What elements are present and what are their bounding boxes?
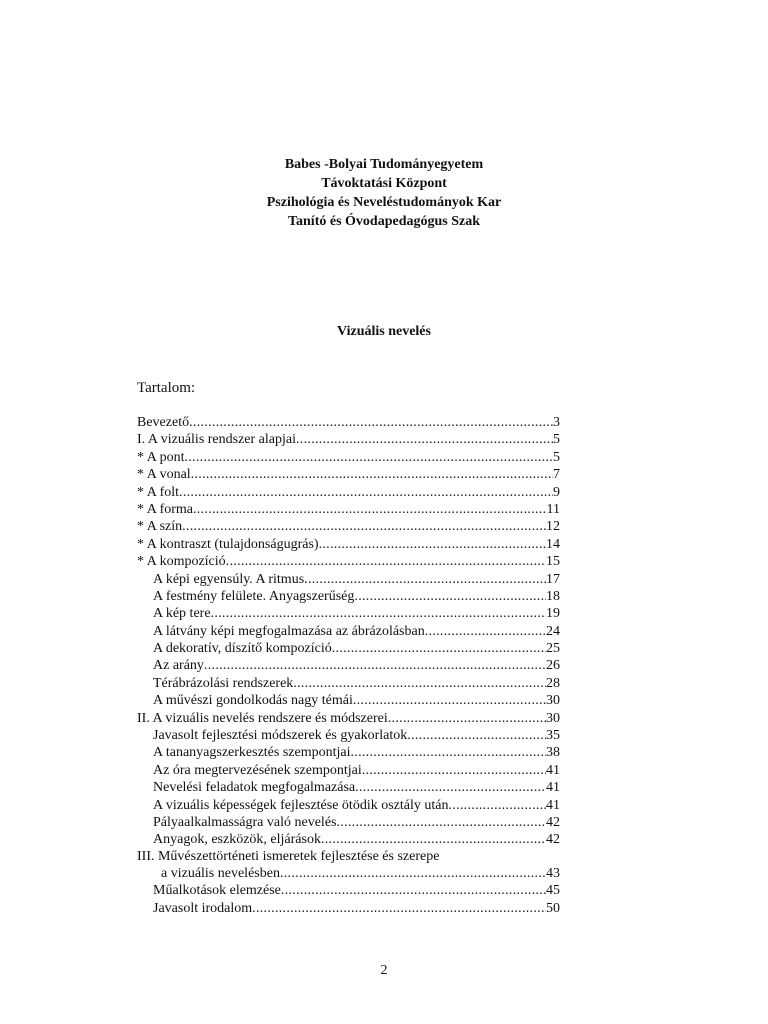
toc-leader-dots xyxy=(332,640,546,657)
toc-entry[interactable] xyxy=(137,536,560,553)
toc-leader-dots xyxy=(350,744,546,761)
table-of-contents xyxy=(137,414,560,917)
toc-entry[interactable] xyxy=(137,466,560,483)
toc-entry[interactable] xyxy=(137,692,560,709)
toc-leader-dots xyxy=(281,882,546,899)
toc-leader-dots xyxy=(319,536,546,553)
toc-entry-title: Bevezető xyxy=(137,415,190,430)
toc-entry[interactable] xyxy=(137,900,560,917)
toc-entry-title: A tananyagszerkesztés szempontjai xyxy=(153,745,351,761)
toc-entry-page: 11 xyxy=(546,501,560,517)
toc-entry-page: 28 xyxy=(546,675,560,691)
toc-entry-page: 50 xyxy=(546,900,560,916)
toc-leader-dots xyxy=(226,553,546,570)
toc-entry[interactable] xyxy=(137,484,560,501)
toc-entry[interactable] xyxy=(137,675,560,692)
toc-leader-dots xyxy=(425,623,546,640)
toc-entry[interactable] xyxy=(137,779,560,796)
toc-entry-title: * A folt xyxy=(137,484,180,500)
toc-leader-dots xyxy=(336,814,546,831)
toc-leader-dots xyxy=(362,762,546,779)
toc-entry-title: III. Művészettörténeti ismeretek fejlesztése és szerepe xyxy=(137,848,440,864)
header-line-center: Távoktatási Központ xyxy=(321,176,447,191)
toc-heading: Tartalom: xyxy=(137,380,196,396)
toc-entry-title: II. A vizuális nevelés rendszere és módszerei xyxy=(137,710,388,726)
toc-entry-title: Pályaalkalmasságra való nevelés xyxy=(153,814,337,830)
toc-entry-page: 38 xyxy=(546,745,560,761)
toc-entry[interactable] xyxy=(137,814,560,831)
toc-leader-dots xyxy=(448,797,546,814)
toc-entry-page: 30 xyxy=(546,693,560,709)
toc-entry-page: 17 xyxy=(546,571,560,587)
toc-entry-title: Javasolt irodalom xyxy=(153,900,253,916)
header-line-faculty: Pszihológia és Neveléstudományok Kar xyxy=(266,195,502,210)
toc-entry-title: I. A vizuális rendszer alapjai xyxy=(137,432,296,448)
toc-entry[interactable] xyxy=(137,849,560,865)
toc-entry-page: 35 xyxy=(546,728,560,744)
toc-entry[interactable] xyxy=(137,449,560,466)
toc-entry[interactable] xyxy=(137,831,560,848)
page-number: 2 xyxy=(380,963,388,978)
toc-leader-dots xyxy=(304,571,546,588)
toc-leader-dots xyxy=(388,710,546,727)
toc-entry[interactable] xyxy=(137,588,560,605)
toc-entry-page: 19 xyxy=(546,606,560,622)
toc-leader-dots xyxy=(407,727,546,744)
toc-entry[interactable] xyxy=(137,865,560,882)
toc-entry[interactable] xyxy=(137,553,560,570)
toc-entry-page: 42 xyxy=(546,814,560,830)
toc-entry[interactable] xyxy=(137,657,560,674)
toc-entry-page: 5 xyxy=(553,432,560,448)
toc-entry-title: Műalkotások elemzése xyxy=(153,883,281,899)
toc-entry-page: 15 xyxy=(546,554,560,570)
toc-leader-dots xyxy=(191,466,553,483)
toc-leader-dots xyxy=(293,675,546,692)
toc-entry-page: 12 xyxy=(546,519,560,535)
toc-entry[interactable] xyxy=(137,797,560,814)
toc-entry-title: * A kontraszt (tulajdonságugrás) xyxy=(137,536,319,552)
toc-leader-dots xyxy=(184,449,553,466)
toc-entry[interactable] xyxy=(137,762,560,779)
toc-entry[interactable] xyxy=(137,727,560,744)
toc-entry-page: 45 xyxy=(546,883,560,899)
toc-entry[interactable] xyxy=(137,414,560,431)
toc-entry-page: 3 xyxy=(553,415,560,430)
toc-entry-page: 5 xyxy=(553,449,560,465)
toc-entry-title: Javasolt fejlesztési módszerek és gyakorlatok xyxy=(153,728,408,744)
toc-entry[interactable] xyxy=(137,605,560,622)
toc-entry-page: 9 xyxy=(553,484,560,500)
toc-entry[interactable] xyxy=(137,623,560,640)
toc-entry-title: * A vonal xyxy=(137,467,191,483)
toc-entry-title: * A kompozíció xyxy=(137,554,226,570)
toc-leader-dots xyxy=(321,831,546,848)
toc-leader-dots xyxy=(355,779,546,796)
toc-entry[interactable] xyxy=(137,640,560,657)
toc-entry-page: 41 xyxy=(546,780,560,796)
toc-entry-page: 7 xyxy=(553,467,560,483)
toc-leader-dots xyxy=(296,431,553,448)
toc-entry-title: A látvány képi megfogalmazása az ábrázolásban xyxy=(153,623,425,639)
toc-leader-dots xyxy=(252,900,546,917)
institution-header xyxy=(0,155,768,231)
toc-entry-page: 42 xyxy=(546,832,560,848)
toc-leader-dots xyxy=(211,605,546,622)
toc-entry-title: * A szín xyxy=(137,519,183,535)
toc-entry[interactable] xyxy=(137,710,560,727)
toc-leader-dots xyxy=(182,518,546,535)
toc-entry-title: Az arány xyxy=(153,658,204,674)
toc-entry-title: A dekoratív, díszítő kompozíció xyxy=(153,641,332,657)
toc-entry-title: a vizuális nevelésben xyxy=(161,865,280,881)
toc-entry-title: A művészi gondolkodás nagy témái xyxy=(153,693,353,709)
toc-entry-page: 25 xyxy=(546,641,560,657)
toc-entry-title: Az óra megtervezésének szempontjai xyxy=(153,762,362,778)
toc-entry-title: A képi egyensúly. A ritmus xyxy=(153,571,305,587)
toc-entry[interactable] xyxy=(137,431,560,448)
header-line-university: Babes -Bolyai Tudományegyetem xyxy=(284,157,484,172)
header-line-program: Tanító és Óvodapedagógus Szak xyxy=(287,214,481,229)
toc-entry[interactable] xyxy=(137,518,560,535)
toc-entry[interactable] xyxy=(137,571,560,588)
toc-entry-title: A vizuális képességek fejlesztése ötödik osztály után xyxy=(153,797,449,813)
toc-entry-title: * A pont xyxy=(137,449,185,465)
toc-entry-page: 18 xyxy=(546,588,560,604)
toc-entry-page: 43 xyxy=(546,865,560,881)
toc-leader-dots xyxy=(189,414,553,431)
toc-entry-title: Nevelési feladatok megfogalmazása xyxy=(153,780,356,796)
toc-entry-page: 30 xyxy=(546,710,560,726)
toc-entry-page: 14 xyxy=(546,536,560,552)
toc-entry[interactable] xyxy=(137,744,560,761)
toc-entry-page: 41 xyxy=(546,762,560,778)
toc-leader-dots xyxy=(204,657,546,674)
document-title: Vizuális nevelés xyxy=(337,324,431,339)
toc-entry-title: Anyagok, eszközök, eljárások xyxy=(153,832,321,848)
toc-entry-page: 41 xyxy=(546,797,560,813)
toc-leader-dots xyxy=(354,588,546,605)
toc-leader-dots xyxy=(193,501,547,518)
toc-entry-title: Térábrázolási rendszerek xyxy=(153,675,294,691)
toc-entry-page: 26 xyxy=(546,658,560,674)
toc-entry-title: * A forma xyxy=(137,501,193,517)
toc-entry-title: A festmény felülete. Anyagszerűség xyxy=(153,588,355,604)
toc-leader-dots xyxy=(280,865,546,882)
toc-leader-dots xyxy=(353,692,546,709)
toc-entry-title: A kép tere xyxy=(153,606,211,622)
toc-entry[interactable] xyxy=(137,501,560,518)
toc-leader-dots xyxy=(179,484,553,501)
toc-entry-page: 24 xyxy=(546,623,560,639)
toc-entry[interactable] xyxy=(137,882,560,899)
